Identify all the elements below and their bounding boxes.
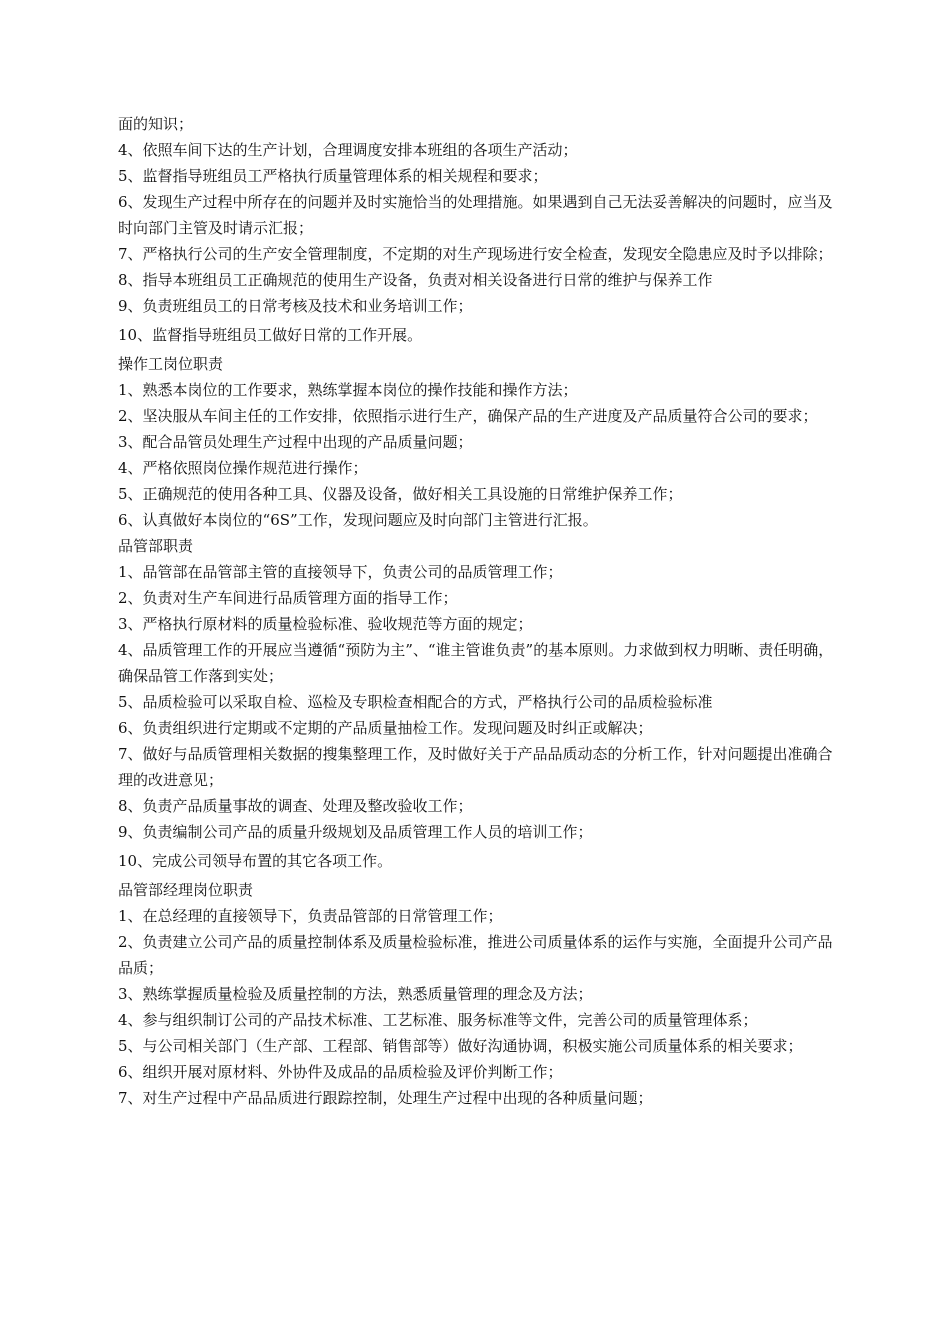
paragraph: 3、配合品管员处理生产过程中出现的产品质量问题； — [118, 433, 473, 451]
section-title: 品管部职责 — [118, 537, 194, 555]
paragraph: 10、完成公司领导布置的其它各项工作。 — [118, 852, 393, 870]
paragraph: 3、严格执行原材料的质量检验标准、验收规范等方面的规定； — [118, 615, 533, 633]
paragraph: 4、依照车间下达的生产计划，合理调度安排本班组的各项生产活动； — [118, 141, 578, 159]
paragraph: 2、负责对生产车间进行品质管理方面的指导工作； — [118, 589, 458, 607]
paragraph: 1、在总经理的直接领导下，负责品管部的日常管理工作； — [118, 907, 503, 925]
paragraph: 9、负责编制公司产品的质量升级规划及品质管理工作人员的培训工作； — [118, 823, 593, 841]
paragraph: 4、参与组织制订公司的产品技术标准、工艺标准、服务标准等文件，完善公司的质量管理体系； — [118, 1011, 758, 1029]
section-intro — [118, 111, 834, 348]
paragraph: 9、负责班组员工的日常考核及技术和业务培训工作； — [118, 297, 473, 315]
paragraph: 8、负责产品质量事故的调查、处理及整改验收工作； — [118, 797, 473, 815]
paragraph: 6、组织开展对原材料、外协件及成品的品质检验及评价判断工作； — [118, 1063, 563, 1081]
section-title: 品管部经理岗位职责 — [118, 881, 254, 899]
paragraph: 4、严格依照岗位操作规范进行操作； — [118, 459, 368, 477]
paragraph: 7、对生产过程中产品品质进行跟踪控制，处理生产过程中出现的各种质量问题； — [118, 1089, 653, 1107]
paragraph: 5、与公司相关部门（生产部、工程部、销售部等）做好沟通协调，积极实施公司质量体系的相关要求； — [118, 1037, 803, 1055]
paragraph: 2、坚决服从车间主任的工作安排，依照指示进行生产，确保产品的生产进度及产品质量符合公司的要求； — [118, 407, 818, 425]
paragraph: 10、监督指导班组员工做好日常的工作开展。 — [118, 326, 423, 344]
paragraph: 8、指导本班组员工正确规范的使用生产设备，负责对相关设备进行日常的维护与保养工作 — [118, 271, 713, 289]
paragraph: 面的知识； — [118, 115, 194, 133]
section-qc-dept — [118, 533, 834, 874]
section-title: 操作工岗位职责 — [118, 355, 224, 373]
paragraph: 7、做好与品质管理相关数据的搜集整理工作，及时做好关于产品品质动态的分析工作，针对问题提出准确合理的改进意见； — [118, 745, 833, 789]
paragraph: 6、发现生产过程中所存在的问题并及时实施恰当的处理措施。如果遇到自己无法妥善解决的问题时，应当及时向部门主管及时请示汇报； — [118, 193, 833, 237]
paragraph: 5、正确规范的使用各种工具、仪器及设备，做好相关工具设施的日常维护保养工作； — [118, 485, 683, 503]
section-qc-manager — [118, 877, 834, 1111]
paragraph: 7、严格执行公司的生产安全管理制度，不定期的对生产现场进行安全检查，发现安全隐患应及时予以排除； — [118, 245, 833, 263]
paragraph: 5、品质检验可以采取自检、巡检及专职检查相配合的方式，严格执行公司的品质检验标准 — [118, 693, 713, 711]
paragraph: 5、监督指导班组员工严格执行质量管理体系的相关规程和要求； — [118, 167, 548, 185]
section-operator — [118, 351, 834, 533]
document-page — [118, 111, 834, 1111]
paragraph: 1、熟悉本岗位的工作要求，熟练掌握本岗位的操作技能和操作方法； — [118, 381, 578, 399]
paragraph: 2、负责建立公司产品的质量控制体系及质量检验标准，推进公司质量体系的运作与实施，全面提升公司产品品质； — [118, 933, 833, 977]
paragraph: 3、熟练掌握质量检验及质量控制的方法，熟悉质量管理的理念及方法； — [118, 985, 593, 1003]
paragraph: 4、品质管理工作的开展应当遵循“预防为主”、“谁主管谁负责”的基本原则。力求做到权力明晰、责任明确，确保品管工作落到实处； — [118, 641, 834, 685]
paragraph: 1、品管部在品管部主管的直接领导下，负责公司的品质管理工作； — [118, 563, 563, 581]
paragraph: 6、认真做好本岗位的“6S”工作，发现问题应及时向部门主管进行汇报。 — [118, 511, 598, 529]
paragraph: 6、负责组织进行定期或不定期的产品质量抽检工作。发现问题及时纠正或解决； — [118, 719, 653, 737]
